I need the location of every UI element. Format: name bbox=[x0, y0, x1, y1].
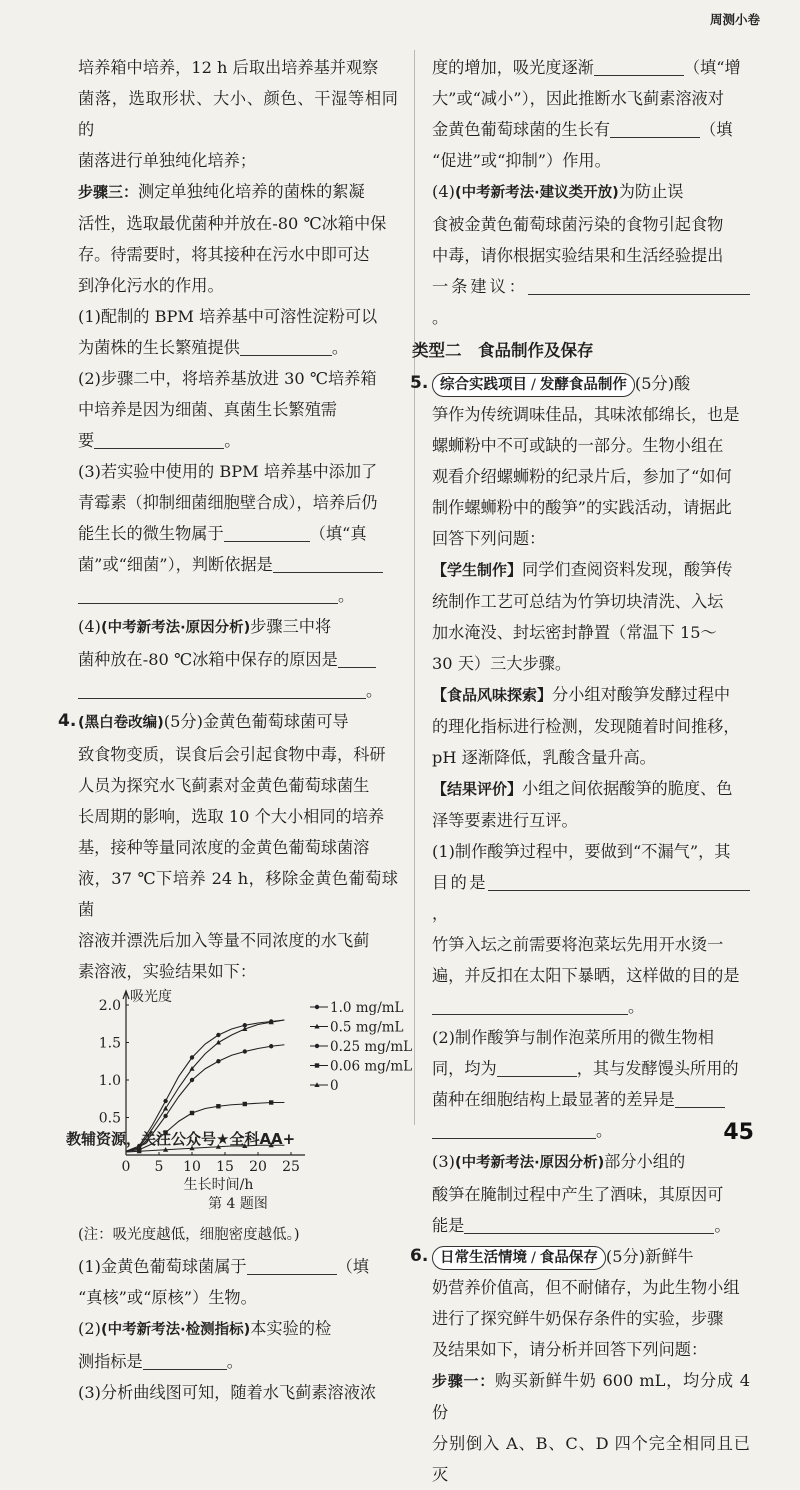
p4-line bbox=[78, 706, 398, 739]
text-line: 培养箱中培养，12 h 后取出培养基并观察 bbox=[78, 58, 379, 77]
t1-line: 目的是， bbox=[432, 867, 750, 929]
text-span: 为防止误 bbox=[618, 182, 684, 201]
data-point bbox=[269, 1044, 273, 1048]
p5-line: 30 天）三大步骤。 bbox=[432, 654, 572, 673]
problem-5-number: 5. bbox=[410, 373, 429, 393]
text-span: 菌种放在-80 ℃冰箱中保存的原因是 bbox=[78, 650, 338, 669]
r-line: 中毒，请你根据实验结果和生活经验提出 bbox=[432, 246, 724, 265]
problem-4 bbox=[58, 706, 398, 987]
left-column bbox=[58, 52, 413, 1408]
column-divider bbox=[414, 50, 415, 1125]
q4-line bbox=[78, 644, 398, 675]
answer-blank[interactable] bbox=[497, 1058, 577, 1077]
badge-text: 日常生活情境 bbox=[440, 1250, 527, 1266]
text-span: （填 bbox=[336, 1257, 369, 1276]
text-span: 为菌株的生长繁殖提供 bbox=[78, 338, 240, 357]
r-line: 大”或“减小”），因此推断水飞蓟素溶液对 bbox=[432, 89, 724, 108]
p5-line: 螺蛳粉中不可或缺的一部分。生物小组在 bbox=[432, 436, 724, 455]
problem-6-number: 6. bbox=[410, 1246, 429, 1266]
step3-label: 步骤三： bbox=[78, 183, 139, 201]
text-span: (2) bbox=[78, 1319, 101, 1338]
t3-line bbox=[432, 1146, 750, 1179]
q3-line: 。 bbox=[78, 580, 398, 611]
x-tick-label: 5 bbox=[154, 1159, 164, 1175]
problem-4-number: 4. bbox=[58, 711, 77, 731]
data-point bbox=[315, 1005, 319, 1009]
y-tick-label: 1.0 bbox=[98, 1073, 121, 1089]
s1-line: “真核”或“原核”）生物。 bbox=[78, 1288, 257, 1307]
p5-line: 泽等要素进行互评。 bbox=[432, 811, 578, 830]
legend-label: 0 bbox=[330, 1078, 339, 1094]
t2-line bbox=[432, 1084, 750, 1115]
p5-line: 笋作为传统调味佳品，其味浓郁绵长，也是 bbox=[432, 405, 740, 424]
q4-line: 。 bbox=[78, 675, 398, 706]
data-point bbox=[190, 1055, 194, 1059]
text-span: (4) bbox=[432, 182, 455, 201]
data-point bbox=[269, 1100, 273, 1104]
data-point bbox=[190, 1078, 194, 1082]
p5-line: pH 逐渐降低，乳酸含量升高。 bbox=[432, 748, 656, 767]
data-point bbox=[243, 1102, 247, 1106]
answer-blank[interactable] bbox=[94, 430, 224, 449]
q1-line: (1)配制的 BPM 培养基中可溶性淀粉可以 bbox=[78, 307, 378, 326]
q3-line: 青霉素（抑制细菌细胞壁合成），培养后仍 bbox=[78, 493, 378, 512]
t1-line: 遍，并反扣在太阳下暴晒，这样做的目的是 bbox=[432, 966, 740, 985]
y-axis-label: 吸光度 bbox=[130, 989, 172, 1005]
text-line: 菌落，选取形状、大小、颜色、干湿等相同的 bbox=[78, 89, 398, 139]
legend-label: 0.5 mg/mL bbox=[330, 1019, 404, 1036]
problem-5 bbox=[410, 368, 750, 1241]
text-span: 步骤三中将 bbox=[250, 617, 332, 636]
right-column bbox=[410, 52, 750, 1490]
text-line: 活性，选取最优菌种并放在-80 ℃冰箱中保 bbox=[78, 214, 387, 233]
badge-text: 食品保存 bbox=[539, 1250, 598, 1266]
p5-line bbox=[432, 554, 750, 586]
q4-line bbox=[78, 611, 398, 644]
text-span: 测指标是 bbox=[78, 1352, 143, 1371]
answer-blank[interactable] bbox=[528, 276, 750, 295]
p5-line: 的理化指标进行检测，发现随着时间推移， bbox=[432, 717, 740, 736]
q2-line: (2)步骤二中，将培养基放进 30 ℃培养箱 bbox=[78, 369, 377, 388]
p5-line: 加水淹没、封坛密封静置（常温下 15～ bbox=[432, 623, 717, 642]
s1-line bbox=[78, 1251, 398, 1282]
figure-caption: 第 4 题图 bbox=[208, 1196, 268, 1212]
p6-line: 分别倒入 A、B、C、D 四个完全相同且已灭 bbox=[432, 1434, 750, 1484]
section-label: 【学生制作】 bbox=[432, 561, 523, 579]
t3-line: 酸笋在腌制过程中产生了酒味，其原因可 bbox=[432, 1185, 724, 1204]
answer-blank[interactable] bbox=[143, 1351, 227, 1370]
section-label: 【食品风味探索】 bbox=[432, 686, 553, 704]
p4-line: 溶液并漂洗后加入等量不同浓度的水飞蓟 bbox=[78, 931, 370, 950]
r-line: 一条建议：。 bbox=[432, 271, 750, 333]
r-line bbox=[432, 52, 750, 83]
text-span: 金黄色葡萄球菌的生长有 bbox=[432, 120, 611, 139]
t3-line: 能是 。 bbox=[432, 1216, 731, 1235]
answer-blank[interactable] bbox=[240, 337, 332, 356]
data-point bbox=[315, 1063, 319, 1067]
text-span: 测定单独纯化培养的菌株的絮凝 bbox=[138, 182, 365, 201]
data-point bbox=[216, 1059, 220, 1063]
answer-blank[interactable] bbox=[78, 585, 338, 604]
p5-line: 制作螺蛳粉中的酸笋”的实践活动，请据此 bbox=[432, 498, 732, 517]
text-span: （填“增 bbox=[683, 58, 741, 77]
t2-line: 。 bbox=[432, 1115, 750, 1146]
t1-line: 。 bbox=[432, 991, 750, 1022]
p5-line: 回答下列问题： bbox=[432, 529, 546, 548]
t1-line: (1)制作酸笋过程中，要做到“不漏气”，其 bbox=[432, 842, 731, 861]
text-span: 同学们查阅资料发现，酸笋传 bbox=[522, 560, 733, 579]
x-tick-label: 15 bbox=[216, 1159, 234, 1175]
q1-line: 为菌株的生长繁殖提供 。 bbox=[78, 338, 349, 357]
badge-text: 发酵食品制作 bbox=[539, 377, 627, 393]
text-span: 金黄色葡萄球菌可导 bbox=[202, 712, 349, 731]
legend-label: 0.25 mg/mL bbox=[330, 1039, 413, 1055]
text-span: (3) bbox=[432, 1152, 455, 1171]
text-line: 到净化污水的作用。 bbox=[78, 276, 224, 295]
p6-badge bbox=[432, 1246, 606, 1270]
badge-text: 综合实践项目 bbox=[440, 377, 527, 393]
text-span: 菌”或“细菌”），判断依据是 bbox=[78, 555, 273, 574]
q3-line: (3)若实验中使用的 BPM 培养基中添加了 bbox=[78, 462, 378, 481]
text-span: 一条建议： bbox=[432, 277, 528, 296]
legend-label: 0.06 mg/mL bbox=[330, 1058, 413, 1075]
q3-line bbox=[78, 518, 398, 549]
q4-tag: (中考新考法·原因分析) bbox=[100, 620, 251, 636]
data-point bbox=[216, 1040, 221, 1045]
y-tick-label: 2.0 bbox=[98, 998, 121, 1014]
p6-line: 奶营养价值高，但不耐储存，为此生物小组 bbox=[432, 1278, 740, 1297]
text-span: 能生长的微生物属于 bbox=[78, 524, 224, 543]
problem-6 bbox=[410, 1241, 750, 1490]
y-tick-label: 0.5 bbox=[98, 1110, 121, 1127]
chart-note: (注：吸光度越低，细胞密度越低。) bbox=[78, 1227, 300, 1243]
s2-tag: (中考新考法·检测指标) bbox=[100, 1322, 251, 1338]
q2-line: 要 。 bbox=[78, 431, 241, 450]
data-point bbox=[243, 1049, 247, 1053]
answer-blank[interactable] bbox=[247, 1256, 337, 1275]
text-span: 小组之间依据酸笋的脆度、色 bbox=[522, 779, 733, 798]
x-tick-label: 25 bbox=[282, 1159, 300, 1175]
x-axis-label: 生长时间/h bbox=[183, 1177, 254, 1193]
data-point bbox=[216, 1104, 220, 1108]
text-span: 酸 bbox=[674, 374, 691, 393]
answer-blank[interactable] bbox=[488, 872, 750, 891]
text-span: 菌种在细胞结构上最显著的差异是 bbox=[432, 1090, 675, 1109]
answer-blank[interactable] bbox=[338, 649, 376, 668]
s3-line: (3)分析曲线图可知，随着水飞蓟素溶液浓 bbox=[78, 1383, 377, 1402]
r5-tag: (中考新考法·建议类开放) bbox=[454, 185, 619, 201]
text-span: 本实验的检 bbox=[250, 1319, 332, 1338]
r-line: 食被金黄色葡萄球菌污染的食物引起食物 bbox=[432, 215, 724, 234]
footer-source: 教辅资源，关注公众号★全科AA+ bbox=[66, 1130, 296, 1148]
r-line bbox=[432, 114, 750, 145]
section-label: 【结果评价】 bbox=[432, 780, 523, 798]
t2-line: (2)制作酸笋与制作泡菜所用的微生物相 bbox=[432, 1028, 714, 1047]
text-span: (4) bbox=[78, 617, 101, 636]
p4-line: 致食物变质，误食后会引起食物中毒，科研 bbox=[78, 745, 386, 764]
text-span: (1)金黄色葡萄球菌属于 bbox=[78, 1257, 247, 1276]
p4-line: 人员为探究水飞蓟素对金黄色葡萄球菌生 bbox=[78, 776, 370, 795]
p6-line bbox=[432, 1241, 750, 1272]
text-span: 部分小组的 bbox=[604, 1152, 686, 1171]
answer-blank[interactable] bbox=[432, 1120, 596, 1139]
data-point bbox=[163, 1114, 167, 1118]
text-span: (5分) bbox=[634, 374, 675, 393]
p5-line bbox=[432, 773, 750, 805]
t3-tag: (中考新考法·原因分析) bbox=[454, 1155, 605, 1171]
text-span: （填“真 bbox=[309, 524, 367, 543]
answer-blank[interactable] bbox=[610, 119, 700, 138]
answer-blank[interactable] bbox=[224, 523, 310, 542]
data-point bbox=[216, 1033, 220, 1037]
p5-line bbox=[432, 368, 750, 399]
x-tick-label: 20 bbox=[249, 1159, 267, 1175]
text-span: 能是 bbox=[432, 1216, 465, 1235]
step1-label: 步骤一： bbox=[432, 1372, 495, 1390]
s2-line: 测指标是 。 bbox=[78, 1352, 243, 1371]
x-tick-label: 0 bbox=[121, 1159, 131, 1175]
text-line: 菌落进行单独纯化培养； bbox=[78, 151, 257, 170]
p4-line: 素溶液，实验结果如下： bbox=[78, 962, 257, 981]
p4-tag: (黑白卷改编) bbox=[78, 715, 164, 731]
badge-separator: / bbox=[531, 377, 536, 393]
p4-line: 长周期的影响，选取 10 个大小相同的培养 bbox=[78, 807, 385, 826]
page-number: 45 bbox=[723, 1120, 754, 1145]
data-point bbox=[190, 1111, 194, 1115]
s2-line bbox=[78, 1313, 398, 1346]
header-tag: 周测小卷 bbox=[709, 12, 760, 27]
t2-line bbox=[432, 1053, 750, 1084]
answer-blank[interactable] bbox=[594, 57, 684, 76]
p5-badge bbox=[432, 373, 635, 397]
data-point bbox=[315, 1044, 319, 1048]
text-span: 同，均为 bbox=[432, 1059, 497, 1078]
section-title: 类型二 食品制作及保存 bbox=[412, 341, 594, 360]
answer-blank[interactable] bbox=[432, 996, 628, 1015]
text-span: ，其与发酵馒头所用的 bbox=[576, 1059, 739, 1078]
text-span: 购买新鲜牛奶 600 mL，均分成 4 份 bbox=[432, 1371, 750, 1422]
badge-separator: / bbox=[531, 1250, 536, 1266]
p4-line: 液，37 ℃下培养 24 h，移除金黄色葡萄球菌 bbox=[78, 869, 398, 919]
text-span: (5分) bbox=[605, 1247, 646, 1266]
text-span: 要 bbox=[78, 431, 95, 450]
r-line: “促进”或“抑制”）作用。 bbox=[432, 151, 611, 170]
answer-blank[interactable] bbox=[78, 680, 366, 699]
t1-line: 竹笋入坛之前需要将泡菜坛先用开水烫一 bbox=[432, 935, 724, 954]
answer-blank[interactable] bbox=[464, 1215, 714, 1234]
r-line bbox=[432, 176, 750, 209]
p5-line bbox=[432, 679, 750, 711]
text-span: 新鲜牛 bbox=[645, 1247, 694, 1266]
text-span: (5分) bbox=[163, 712, 203, 731]
p4-line: 基，接种等量同浓度的金黄色葡萄球菌溶 bbox=[78, 838, 370, 857]
q3-line bbox=[78, 549, 398, 580]
y-tick-label: 1.5 bbox=[98, 1035, 121, 1052]
growth-chart-svg bbox=[78, 987, 413, 1193]
p5-line: 观看介绍螺蛳粉的纪录片后，参加了“如何 bbox=[432, 467, 732, 486]
p5-line: 统制作工艺可总结为竹笋切块清洗、入坛 bbox=[432, 592, 724, 611]
legend-label: 1.0 mg/mL bbox=[330, 1000, 404, 1016]
growth-chart bbox=[78, 987, 413, 1193]
text-line: 存。待需要时，将其接种在污水中即可达 bbox=[78, 245, 370, 264]
step3-paragraph bbox=[78, 176, 398, 208]
text-span: 度的增加，吸光度逐渐 bbox=[432, 58, 594, 77]
answer-blank[interactable] bbox=[273, 554, 383, 573]
p6-line: 进行了探究鲜牛奶保存条件的实验，步骤 bbox=[432, 1309, 724, 1328]
q2-line: 中培养是因为细菌、真菌生长繁殖需 bbox=[78, 400, 337, 419]
text-span: （填 bbox=[700, 120, 733, 139]
p6-line bbox=[432, 1365, 750, 1428]
text-span: 分小组对酸笋发酵过程中 bbox=[552, 685, 731, 704]
x-tick-label: 10 bbox=[183, 1159, 201, 1175]
text-span: 目的是 bbox=[432, 873, 488, 892]
answer-blank[interactable] bbox=[675, 1089, 725, 1108]
p6-line: 及结果如下，请分析并回答下列问题： bbox=[432, 1340, 708, 1359]
data-point bbox=[163, 1099, 167, 1103]
